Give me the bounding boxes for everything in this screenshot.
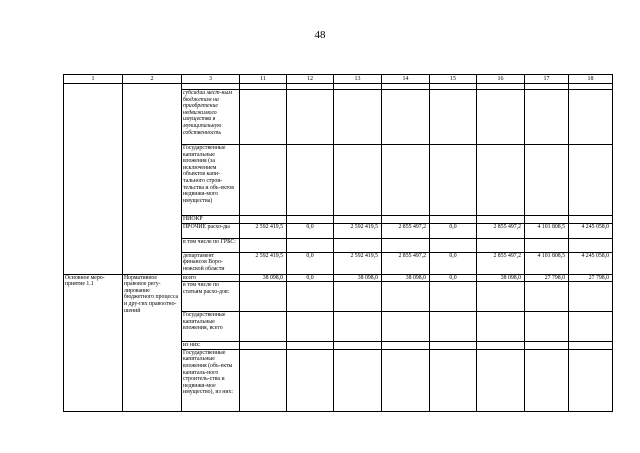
row-label: ПРОЧИЕ расхо-ды bbox=[182, 223, 240, 238]
header-cell: 14 bbox=[382, 75, 430, 84]
row-label: Государственные капитальные вложения (объ-екты капиталь-ного строитель-ства и недвижи-мое имущество), из них: bbox=[182, 349, 240, 411]
value-cell: 2 592 419,5 bbox=[334, 223, 382, 238]
value-cell: 2 855 497,2 bbox=[477, 223, 525, 238]
row-label: департамент финансов Воро-нежской области bbox=[182, 252, 240, 274]
value-cell: 4 101 808,5 bbox=[525, 252, 569, 274]
value-cell: 38 098,0 bbox=[334, 274, 382, 282]
value-cell: 0,0 bbox=[430, 252, 477, 274]
row-label: из них: bbox=[182, 342, 240, 350]
value-cell: 27 798,0 bbox=[569, 274, 613, 282]
value-cell: 4 245 058,0 bbox=[569, 252, 613, 274]
value-cell: 38 098,0 bbox=[477, 274, 525, 282]
header-cell: 3 bbox=[182, 75, 240, 84]
activity-description: Нормативное правовое регу-лирование бюджетного процесса и дру-гих правоотно-шений bbox=[123, 274, 182, 411]
value-cell: 0,0 bbox=[287, 252, 334, 274]
header-row bbox=[64, 75, 613, 84]
row-label: субсидии мест-ным бюджетам на приобретение недвижимого имущества в муниципальную собственность bbox=[182, 90, 240, 145]
header-cell: 17 bbox=[525, 75, 569, 84]
value-cell: 4 101 808,5 bbox=[525, 223, 569, 238]
value-cell: 0,0 bbox=[430, 223, 477, 238]
header-cell: 2 bbox=[123, 75, 182, 84]
value-cell: 2 855 497,2 bbox=[382, 223, 430, 238]
row-label: всего bbox=[182, 274, 240, 282]
header-cell: 15 bbox=[430, 75, 477, 84]
value-cell: 2 592 419,5 bbox=[240, 223, 287, 238]
header-cell: 1 bbox=[64, 75, 123, 84]
page-number: 48 bbox=[314, 29, 326, 41]
header-cell: 12 bbox=[287, 75, 334, 84]
value-cell: 27 798,0 bbox=[525, 274, 569, 282]
header-cell: 11 bbox=[240, 75, 287, 84]
value-cell: 0,0 bbox=[287, 274, 334, 282]
value-cell: 2 855 497,2 bbox=[477, 252, 525, 274]
value-cell: 38 098,0 bbox=[240, 274, 287, 282]
value-cell: 38 098,0 bbox=[382, 274, 430, 282]
header-cell: 16 bbox=[477, 75, 525, 84]
row-label: Государственные капитальные вложения (за исключением объектов капи-тального строи-тельства и объ-ектов недвижи-мого имущества) bbox=[182, 145, 240, 216]
table-cell bbox=[64, 84, 123, 275]
budget-table bbox=[63, 74, 613, 412]
row-label: в том числе по статьям расхо-дов: bbox=[182, 282, 240, 312]
row-label: НИОКР bbox=[182, 216, 240, 224]
header-cell: 13 bbox=[334, 75, 382, 84]
table-cell bbox=[123, 84, 182, 275]
value-cell: 2 855 497,2 bbox=[382, 252, 430, 274]
header-cell: 18 bbox=[569, 75, 613, 84]
value-cell: 0,0 bbox=[287, 223, 334, 238]
value-cell: 2 592 419,5 bbox=[334, 252, 382, 274]
value-cell: 2 592 419,5 bbox=[240, 252, 287, 274]
row-label: в том числе по ГРБС: bbox=[182, 238, 240, 252]
table-row bbox=[64, 274, 613, 282]
value-cell: 4 245 058,0 bbox=[569, 223, 613, 238]
row-label: Государственные капитальные вложения, всего bbox=[182, 312, 240, 342]
activity-name: Основное меро-приятие 1.1 bbox=[64, 274, 123, 411]
value-cell: 0,0 bbox=[430, 274, 477, 282]
